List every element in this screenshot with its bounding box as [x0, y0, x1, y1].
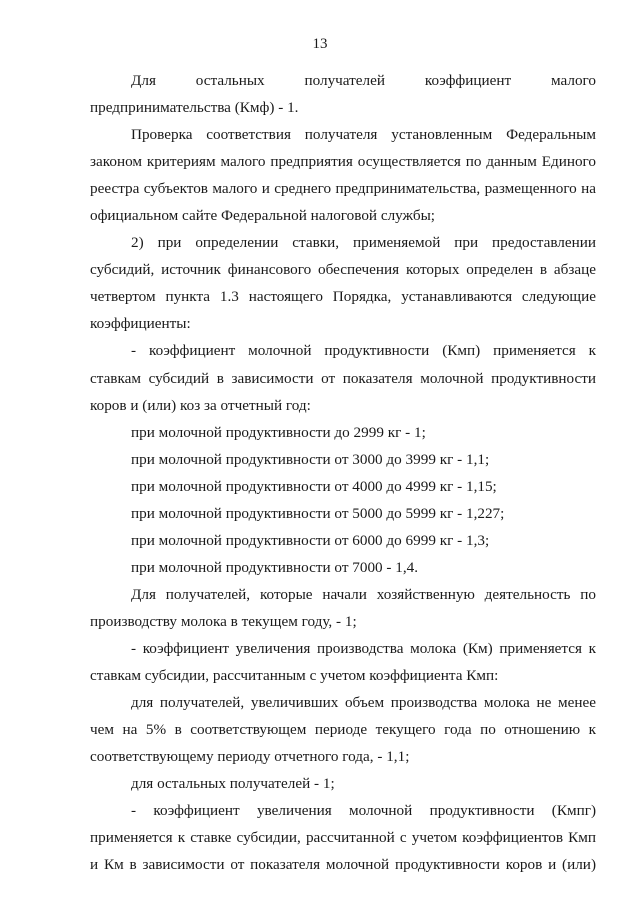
list-item-productivity-3000-3999: при молочной продуктивности от 3000 до 3999 кг - 1,1; [131, 450, 490, 468]
paragraph-production-increase-condition: для получателей, увеличивших объем производства молока не менее чем на 5% в соответствующем периоде текущего года по отношению к соответствующему периоду отчетного года, - 1,1; [90, 694, 596, 766]
paragraph-production-increase-coefficient: - коэффициент увеличения производства молока (Км) применяется к ставкам субсидии, рассчитанным с учетом коэффициента Кмп: [90, 639, 596, 685]
paragraph-milk-productivity-coefficient: - коэффициент молочной продуктивности (Кмп) применяется к ставкам субсидий в зависимости от показателя молочной продуктивности коров и (или) коз за отчетный год: [90, 342, 596, 414]
list-item-productivity-4000-4999: при молочной продуктивности от 4000 до 4999 кг - 1,15; [131, 477, 497, 495]
list-item-productivity-2999: при молочной продуктивности до 2999 кг - 1; [131, 423, 426, 441]
list-item-productivity-6000-6999: при молочной продуктивности от 6000 до 6999 кг - 1,3; [131, 531, 490, 549]
list-item-productivity-5000-5999: при молочной продуктивности от 5000 до 5999 кг - 1,227; [131, 504, 505, 522]
paragraph-small-business-check: Проверка соответствия получателя установленным Федеральным законом критериям малого предприятия осуществляется по данным Единого реестра субъектов малого и среднего предпринимательства, размещенного на официальном сайте Федеральной налоговой службы; [90, 126, 596, 225]
document-body [90, 67, 596, 878]
page-number: 13 [312, 36, 328, 52]
paragraph-rate-coefficients: 2) при определении ставки, применяемой при предоставлении субсидий, источник финансового обеспечения которых определен в абзаце четвертом пункта 1.3 настоящего Порядка, устанавливаются следующие коэффициенты: [90, 234, 596, 333]
list-item-productivity-7000: при молочной продуктивности от 7000 - 1,4. [131, 558, 419, 576]
paragraph-small-business-coefficient: Для остальных получателей коэффициент малого предпринимательства (Кмф) - 1. [90, 72, 596, 117]
paragraph-new-producers: Для получателей, которые начали хозяйственную деятельность по производству молока в текущем году, - 1; [90, 585, 596, 630]
paragraph-other-recipients: для остальных получателей - 1; [131, 775, 335, 793]
paragraph-productivity-growth-coefficient: - коэффициент увеличения молочной продуктивности (Кмпг) применяется к ставке субсидии, рассчитанной с учетом коэффициентов Кмп и Км в зависимости от показателя молочной продуктивности коров и (или) [90, 802, 596, 874]
